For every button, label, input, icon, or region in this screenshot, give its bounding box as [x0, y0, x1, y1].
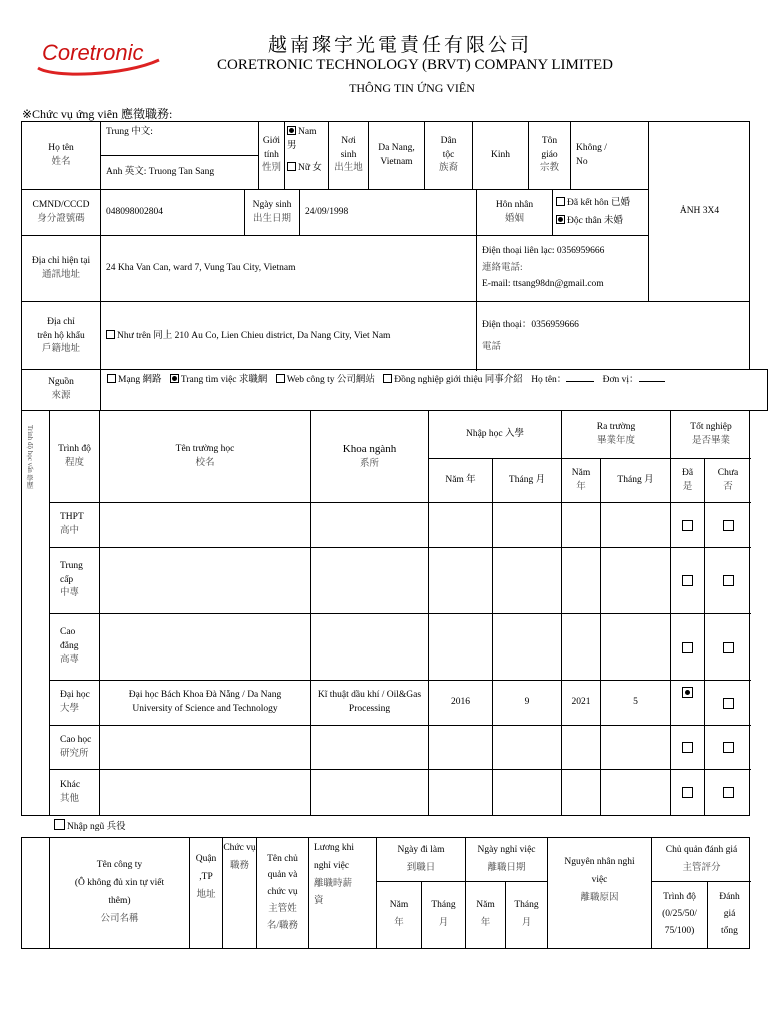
- grad-year-field[interactable]: [562, 548, 601, 614]
- work-history-table: [21, 837, 750, 949]
- enroll-year-field[interactable]: [429, 614, 493, 681]
- enroll-year-field[interactable]: 2016: [429, 681, 493, 726]
- contact-cell[interactable]: Điện thoại liên lạc: 0356959666 連絡電話: E-mail: ttsang98dn@gmail.com: [477, 236, 649, 302]
- work-eval-header: Chủ quản đánh giá 主管評分: [652, 838, 751, 882]
- table-row: Khác 其他: [50, 770, 100, 815]
- religion-label-cell: Tôn giáo 宗教: [529, 122, 571, 190]
- grad-month-field[interactable]: [601, 770, 671, 815]
- birthplace-value-cell[interactable]: Da Nang, Vietnam: [369, 122, 425, 190]
- grad-month-field[interactable]: [601, 726, 671, 770]
- no-cell: [705, 614, 751, 681]
- edu-enroll-month-header: Tháng 月: [493, 459, 562, 503]
- enroll-month-field[interactable]: [493, 614, 562, 681]
- source-job-checkbox[interactable]: [170, 374, 179, 383]
- grad-year-field[interactable]: [562, 726, 601, 770]
- ethnic-label-cell: Dân tộc 族裔: [425, 122, 473, 190]
- graduated-no-checkbox[interactable]: [723, 520, 734, 531]
- work-company-header: Tên công ty (Ô không đủ xin tự viết thêm) 公司名稱: [50, 838, 190, 948]
- school-field[interactable]: [100, 726, 311, 770]
- grad-month-field[interactable]: [601, 548, 671, 614]
- work-end-header: Ngày nghỉ việc 離職日期: [466, 838, 548, 882]
- address-label-cell: Địa chỉ hiện tại 通訊地址: [22, 236, 101, 302]
- table-row: THPT 高中: [50, 503, 100, 548]
- graduated-yes-checkbox[interactable]: [682, 520, 693, 531]
- no-cell: [705, 726, 751, 770]
- enroll-year-field[interactable]: [429, 770, 493, 815]
- enroll-month-field[interactable]: [493, 503, 562, 548]
- svg-text:Coretronic: Coretronic: [42, 40, 144, 65]
- personal-info-table: [21, 121, 750, 370]
- work-salary-header: Lương khi nghỉ việc 離職時薪 資: [309, 838, 377, 948]
- enroll-month-field[interactable]: [493, 726, 562, 770]
- work-end-year: Năm 年: [466, 882, 506, 948]
- ethnic-value-cell[interactable]: Kinh: [473, 122, 529, 190]
- work-district-header: Quận ,TP 地址: [190, 838, 223, 948]
- chinese-name-cell[interactable]: Trung 中文:: [101, 122, 259, 156]
- household-phone-cell[interactable]: Điện thoại：0356959666 電話: [482, 319, 579, 352]
- source-colleague-checkbox[interactable]: [383, 374, 392, 383]
- yes-cell: [671, 614, 705, 681]
- school-field[interactable]: [100, 770, 311, 815]
- graduated-yes-checkbox[interactable]: [682, 787, 693, 798]
- grad-year-field[interactable]: [562, 503, 601, 548]
- table-row: Cao học 研究所: [50, 726, 100, 770]
- same-as-above-checkbox[interactable]: [106, 330, 115, 339]
- school-field[interactable]: Đại học Bách Khoa Đà Nẵng / Da Nang University of Science and Technology: [100, 681, 311, 726]
- edu-yes-header: Đã 是: [671, 459, 705, 503]
- single-checkbox[interactable]: [556, 215, 565, 224]
- birthplace-label-cell: Nơi sinh 出生地: [329, 122, 369, 190]
- married-checkbox[interactable]: [556, 197, 565, 206]
- source-web-option[interactable]: Web công ty 公司網站: [276, 375, 375, 385]
- graduated-no-checkbox[interactable]: [723, 742, 734, 753]
- source-options: [107, 374, 665, 388]
- school-field[interactable]: [100, 614, 311, 681]
- edu-no-header: Chưa 否: [705, 459, 751, 503]
- household-label-cell: Địa chỉ trên hộ khẩu 戶籍地址: [22, 302, 101, 371]
- enroll-year-field[interactable]: [429, 503, 493, 548]
- grad-month-field[interactable]: [601, 614, 671, 681]
- household-value-cell[interactable]: Như trên 同上 210 Au Co, Lien Chieu district, Da Nang City, Viet Nam: [101, 302, 477, 371]
- male-checkbox[interactable]: [287, 126, 296, 135]
- graduated-no-checkbox[interactable]: [723, 787, 734, 798]
- graduated-yes-checkbox[interactable]: [682, 687, 693, 698]
- company-name-english: CORETRONIC TECHNOLOGY (BRVT) COMPANY LIMITED: [216, 57, 614, 73]
- marital-options-cell: [553, 190, 649, 236]
- gender-male-option[interactable]: Nam 男: [287, 127, 317, 151]
- school-field[interactable]: [100, 548, 311, 614]
- yes-cell: [671, 503, 705, 548]
- religion-value-cell[interactable]: Không / No: [571, 122, 649, 190]
- work-eval-score: Đánh giá tổng: [719, 892, 740, 936]
- english-name-cell[interactable]: Anh 英文: Truong Tan Sang: [101, 156, 259, 190]
- table-row: Đại học 大學: [50, 681, 100, 726]
- major-field[interactable]: Kĩ thuật dầu khí / Oil&Gas Processing: [311, 681, 429, 726]
- major-field[interactable]: [311, 726, 429, 770]
- graduated-no-checkbox[interactable]: [723, 575, 734, 586]
- source-colleague-option[interactable]: Đồng nghiệp giới thiệu 同事介紹: [383, 375, 523, 385]
- source-row: [21, 369, 768, 411]
- edu-grad-month-header: Tháng 月: [601, 459, 671, 503]
- work-end-month: Tháng 月: [506, 882, 548, 948]
- work-start-header: Ngày đi làm 到職日: [377, 838, 466, 882]
- married-option[interactable]: Đã kết hôn 已婚: [556, 197, 630, 211]
- id-label-cell: CMND/CCCD 身分證號碼: [22, 190, 101, 236]
- enroll-month-field[interactable]: 9: [493, 681, 562, 726]
- work-start-month: Tháng 月: [422, 882, 466, 948]
- source-internet-checkbox[interactable]: [107, 374, 116, 383]
- work-eval-level: Trình độ (0/25/50/ 75/100): [652, 882, 708, 948]
- dob-label-cell: Ngày sinh 出生日期: [245, 190, 300, 236]
- source-job-option[interactable]: Trang tìm việc 求職網: [170, 375, 267, 385]
- edu-done-header: Tốt nghiệp 是否畢業: [671, 411, 751, 459]
- id-value-cell[interactable]: 048098002804: [101, 190, 245, 236]
- edu-major-header: Khoa ngành 系所: [311, 411, 429, 503]
- education-table: [21, 410, 750, 816]
- enroll-month-field[interactable]: [493, 770, 562, 815]
- gender-label-cell: Giới tính 性別: [259, 122, 285, 190]
- no-cell: [705, 770, 751, 815]
- graduated-no-checkbox[interactable]: [723, 642, 734, 653]
- yes-cell: [671, 548, 705, 614]
- table-row: Cao đẳng 高專: [50, 614, 100, 681]
- grad-year-field[interactable]: [562, 770, 601, 815]
- work-position-header: Chức vụ 職務: [223, 838, 257, 948]
- edu-enroll-year-header: Năm 年: [429, 459, 493, 503]
- enroll-year-field[interactable]: [429, 548, 493, 614]
- company-name-chinese: 越南璨宇光電責任有限公司: [267, 35, 532, 56]
- edu-enroll-header: Nhập học 入學: [429, 411, 562, 459]
- photo-cell[interactable]: ẢNH 3X4: [649, 122, 750, 302]
- dob-value-cell[interactable]: 24/09/1998: [300, 190, 477, 236]
- address-value-cell[interactable]: 24 Kha Van Can, ward 7, Vung Tau City, Vietnam: [101, 236, 477, 302]
- major-field[interactable]: [311, 503, 429, 548]
- school-field[interactable]: [100, 503, 311, 548]
- yes-cell: [671, 681, 705, 726]
- work-start-year: Năm 年: [377, 882, 422, 948]
- name-label-cell: Họ tên 姓名: [22, 122, 101, 190]
- female-checkbox[interactable]: [287, 162, 296, 171]
- edu-grad-year-header: Năm 年: [562, 459, 601, 503]
- no-cell: [705, 681, 751, 726]
- work-manager-header: Tên chủ quản và chức vụ 主管姓 名/職務: [257, 838, 309, 948]
- edu-level-header: Trình độ 程度: [50, 411, 100, 503]
- grad-year-field[interactable]: [562, 614, 601, 681]
- position-label: ※Chức vụ ứng viên 應徵職務:: [22, 107, 173, 121]
- graduated-yes-checkbox[interactable]: [682, 642, 693, 653]
- no-cell: [705, 548, 751, 614]
- form-title: THÔNG TIN ỨNG VIÊN: [349, 81, 475, 95]
- military-checkbox[interactable]: [54, 819, 65, 830]
- work-reason-header: Nguyên nhân nghỉ việc 離職原因: [548, 838, 652, 948]
- coretronic-logo: [34, 38, 164, 78]
- edu-school-header: Tên trường học 校名: [100, 411, 311, 503]
- military-option[interactable]: Nhập ngũ 兵役: [54, 819, 126, 835]
- graduated-yes-checkbox[interactable]: [682, 742, 693, 753]
- enroll-year-field[interactable]: [429, 726, 493, 770]
- major-field[interactable]: [311, 770, 429, 815]
- gender-female-option[interactable]: Nữ 女: [287, 162, 322, 176]
- yes-cell: [671, 726, 705, 770]
- education-side-label: Trình độ học vấn 學歷: [26, 425, 34, 489]
- source-web-checkbox[interactable]: [276, 374, 285, 383]
- marital-label-cell: Hôn nhân 婚姻: [477, 190, 553, 236]
- major-field[interactable]: [311, 614, 429, 681]
- major-field[interactable]: [311, 548, 429, 614]
- grad-month-field[interactable]: [601, 503, 671, 548]
- source-unit-field[interactable]: Đơn vị：: [603, 375, 665, 385]
- grad-year-field[interactable]: 2021: [562, 681, 601, 726]
- source-name-field[interactable]: Họ tên：: [531, 375, 594, 385]
- graduated-yes-checkbox[interactable]: [682, 575, 693, 586]
- yes-cell: [671, 770, 705, 815]
- graduated-no-checkbox[interactable]: [723, 698, 734, 709]
- source-internet-option[interactable]: Mạng 網路: [107, 375, 162, 385]
- edu-grad-header: Ra trường 畢業年度: [562, 411, 671, 459]
- single-option[interactable]: Độc thân 未婚: [556, 215, 623, 229]
- grad-month-field[interactable]: 5: [601, 681, 671, 726]
- source-label-cell: Nguồn 來源: [22, 370, 101, 410]
- table-row: Trung cấp 中專: [50, 548, 100, 614]
- gender-options-cell: [285, 122, 329, 190]
- no-cell: [705, 503, 751, 548]
- enroll-month-field[interactable]: [493, 548, 562, 614]
